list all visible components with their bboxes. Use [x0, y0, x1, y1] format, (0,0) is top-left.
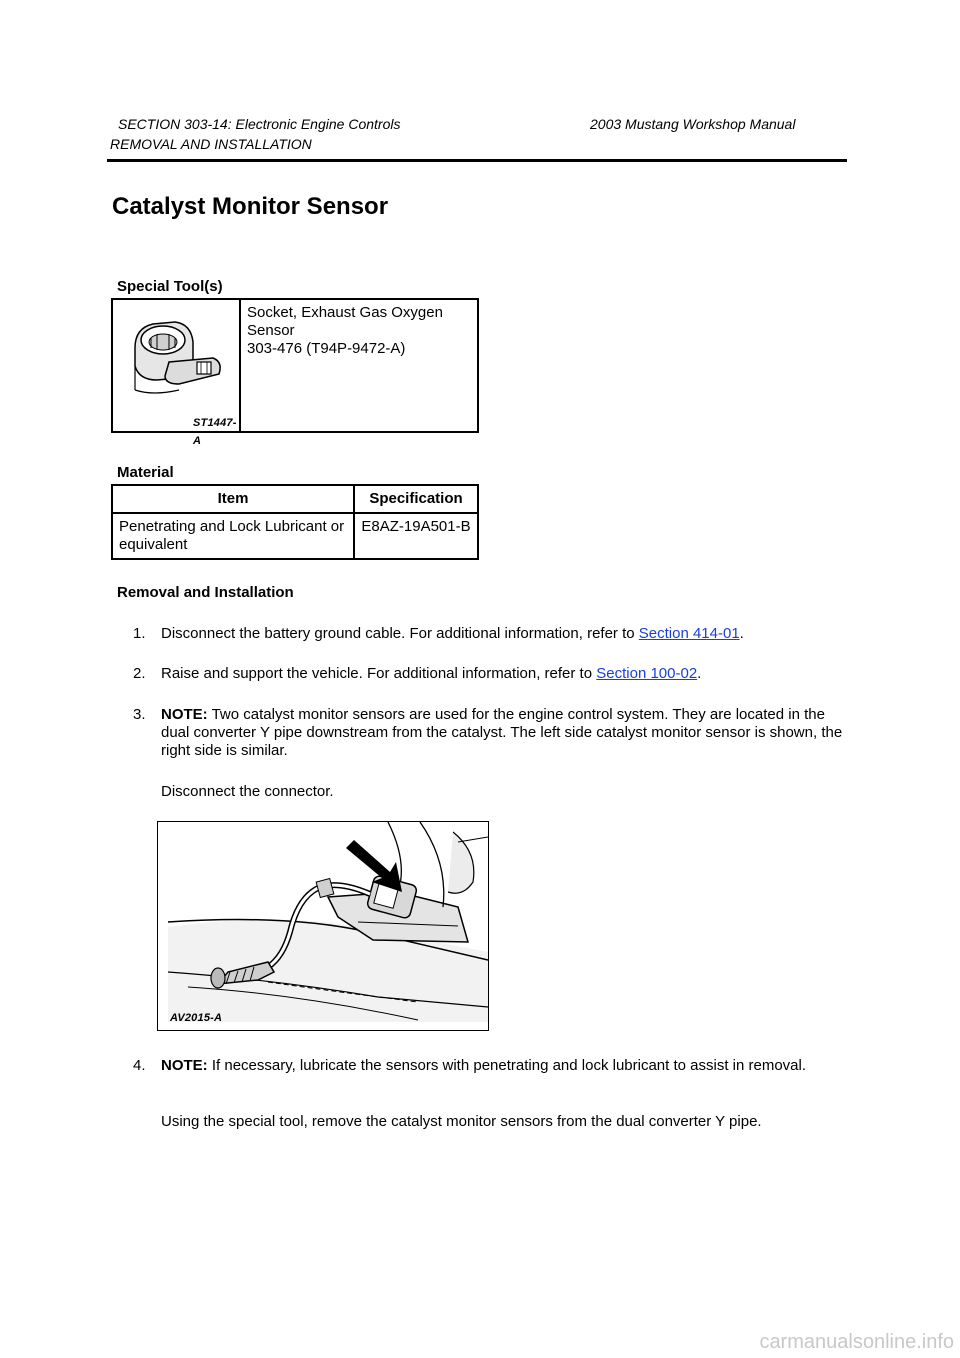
link-section-100-02[interactable]: Section 100-02 — [596, 665, 698, 682]
step-3-instruction: Disconnect the connector. — [161, 783, 334, 800]
tool-number: 303-476 (T94P-9472-A) — [247, 340, 406, 357]
link-section-414-01[interactable]: Section 414-01 — [638, 625, 740, 642]
step-1 — [161, 625, 744, 643]
special-tools-caption: Special Tool(s) — [117, 278, 223, 295]
exhaust-pipe-illustration-icon — [158, 822, 488, 1030]
material-header-spec: Specification — [354, 485, 478, 513]
step-2-period: . — [697, 665, 702, 682]
step-3-note-text: Two catalyst monitor sensors are used for the engine control system. They are located in the dual converter Y pipe downstream from the catalyst. The left side catalyst monitor sensor is shown, the right side is similar. — [161, 706, 843, 759]
watermark: carmanualsonline.info — [759, 1331, 954, 1353]
step-3-note — [161, 706, 851, 760]
header-section: SECTION 303-14: Electronic Engine Controls — [118, 116, 401, 132]
material-caption: Material — [117, 464, 174, 481]
step-4-instruction: Using the special tool, remove the catalyst monitor sensors from the dual converter Y pipe. — [161, 1113, 762, 1130]
material-spec: E8AZ-19A501-B — [354, 513, 478, 559]
note-label: NOTE: — [161, 706, 208, 723]
step-number: 4. — [133, 1057, 146, 1074]
tool-image-cell — [112, 299, 240, 447]
connector-figure — [157, 821, 489, 1031]
step-1-period: . — [739, 625, 744, 642]
header-subsection: REMOVAL AND INSTALLATION — [110, 136, 312, 152]
tool-name: Socket, Exhaust Gas Oxygen Sensor — [247, 304, 443, 339]
material-header-item: Item — [112, 485, 354, 513]
step-2 — [161, 665, 701, 683]
material-item: Penetrating and Lock Lubricant or equivalent — [112, 513, 354, 559]
socket-tool-icon — [113, 300, 239, 426]
step-1-text: Disconnect the battery ground cable. For additional information, refer to — [161, 625, 635, 642]
connector-figure-label: AV2015-A — [170, 1012, 223, 1024]
step-4-note-text: If necessary, lubricate the sensors with penetrating and lock lubricant to assist in removal. — [211, 1057, 807, 1074]
procedure-heading: Removal and Installation — [117, 584, 294, 601]
note-label: NOTE: — [161, 1057, 208, 1074]
page-title: Catalyst Monitor Sensor — [112, 193, 389, 220]
tool-figure-label: ST1447-A — [193, 417, 237, 447]
material-table — [111, 484, 479, 560]
step-number: 1. — [133, 625, 146, 642]
special-tools-table — [111, 298, 479, 447]
step-number: 2. — [133, 665, 146, 682]
step-2-text: Raise and support the vehicle. For additional information, refer to — [161, 665, 593, 682]
header-rule — [107, 159, 847, 162]
step-number: 3. — [133, 706, 146, 723]
tool-description-cell — [240, 299, 478, 432]
step-4-note — [161, 1057, 841, 1075]
header-manual: 2003 Mustang Workshop Manual — [590, 116, 796, 132]
